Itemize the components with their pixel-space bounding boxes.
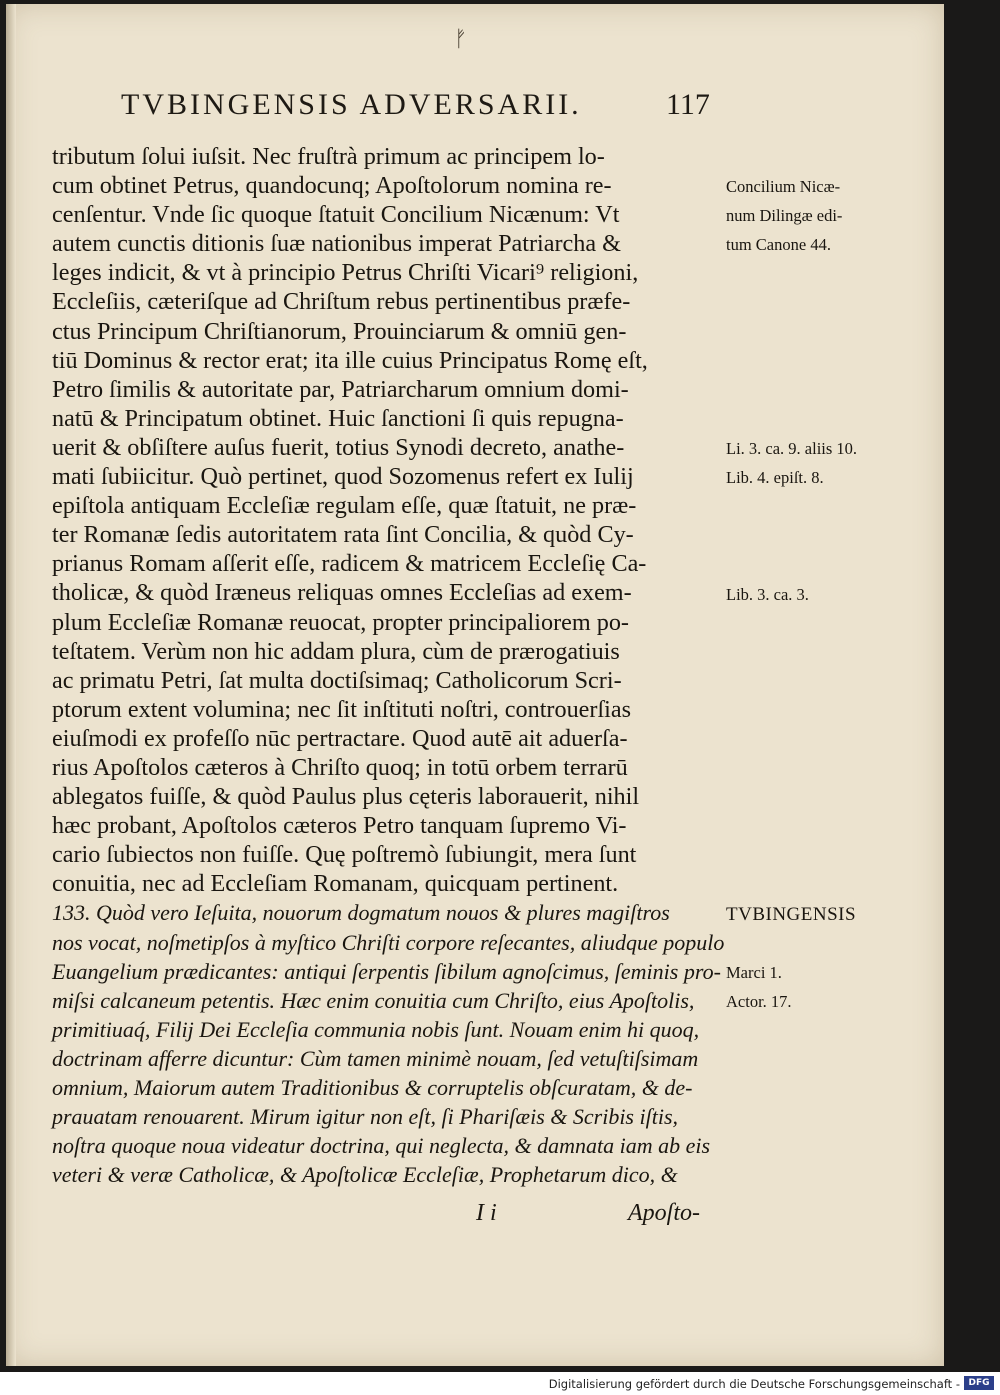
margin-note: Marci 1. xyxy=(726,962,782,982)
text-line: prauatam renouarent. Mirum igitur non eſt, ſi Phariſæis & Scribis iſtis, xyxy=(52,1104,679,1130)
margin-note: Lib. 3. ca. 3. xyxy=(726,584,809,604)
text-line: primitiuaq́, Filij Dei Eccleſia communia nobis ſunt. Nouam enim hi quoq, xyxy=(52,1016,700,1042)
text-line: natū & Principatum obtinet. Huic ſanctioni ſi quis repugna- xyxy=(52,404,624,432)
text-line: teſtatem. Verùm non hic addam plura, cùm de prærogatiuis xyxy=(52,637,620,665)
margin-note: Actor. 17. xyxy=(726,991,792,1011)
text-line: cum obtinet Petrus, quandocunq; Apoſtolorum nomina re- xyxy=(52,172,612,200)
text-line: eiuſmodi ex profeſſo nūc pertractare. Quod autē ait aduerſa- xyxy=(52,724,628,752)
footer-credit: Digitalisierung gefördert durch die Deutsche Forschungsgemeinschaft - xyxy=(548,1377,960,1391)
text-line: mati ſubiicitur. Quò pertinet, quod Sozomenus refert ex Iulij xyxy=(52,463,634,491)
text-line: omnium, Maiorum autem Traditionibus & corruptelis obſcuratam, & de- xyxy=(52,1075,693,1100)
text-line: Petro ſimilis & autoritate par, Patriarcharum omnium domi- xyxy=(52,375,629,403)
dfg-logo: DFG xyxy=(964,1376,994,1390)
text-line: Euangelium prædicantes: antiqui ſerpentis ſibilum agnoſcimus, ſeminis pro- xyxy=(52,958,721,984)
text-line: epiſtola antiquam Eccleſiæ regulam eſſe, quæ ſtatuit, ne præ- xyxy=(52,492,637,520)
running-head: TVBINGENSIS ADVERSARII. xyxy=(121,88,582,121)
text-line: prianus Romam aſſerit eſſe, radicem & matricem Eccleſię Ca- xyxy=(52,550,647,578)
signature-mark: I i xyxy=(476,1200,497,1226)
text-line: ctus Principum Chriſtianorum, Prouinciarum & omniū gen- xyxy=(52,317,627,345)
catchword: Apoſto- xyxy=(628,1200,700,1226)
text-line: cenſentur. Vnde ſic quoque ſtatuit Concilium Nicænum: Vt xyxy=(52,201,620,229)
page-number: 117 xyxy=(666,88,710,121)
margin-note: Li. 3. ca. 9. aliis 10. xyxy=(726,439,858,458)
text-line: hæc probant, Apoſtolos cæteros Petro tanquam ſupremo Vi- xyxy=(52,812,627,840)
text-line: conuitia, nec ad Eccleſiam Romanam, quicquam pertinent. xyxy=(52,870,619,898)
body-text xyxy=(52,142,725,1189)
text-line: Eccleſiis, cæteriſque ad Chriſtum rebus pertinentibus præfe- xyxy=(52,288,631,316)
text-line: veteri & veræ Catholicæ, & Apoſtolicæ Eccleſiæ, Prophetarum dico, & xyxy=(52,1162,678,1188)
text-line: ptorum extent volumina; nec ſit inſtituti noſtri, controuerſias xyxy=(52,695,632,723)
text-line: tholicæ, & quòd Iræneus reliquas omnes Eccleſias ad exem- xyxy=(52,579,632,607)
text-line: doctrinam afferre dicuntur: Cùm tamen minimè nouam, ſed vetuſtiſsimam xyxy=(52,1045,699,1071)
margin-note: Concilium Nicæ- xyxy=(726,177,841,197)
text-line: rius Apoſtolos cæteros à Chriſto quoq; in totū orbem terrarū xyxy=(52,753,628,781)
text-line: leges indicit, & vt à principio Petrus Chriſti Vicari⁹ religioni, xyxy=(52,259,639,287)
text-line: cario ſubiectos non fuiſſe. Quę poſtremò ſubiungit, mera ſunt xyxy=(52,841,637,869)
book-page xyxy=(6,4,944,1366)
text-line: uerit & obſiſtere auſus fuerit, totius Synodi decreto, anathe- xyxy=(52,433,625,461)
ink-mark: ᚠ xyxy=(454,26,468,51)
margin-note: num Dilingæ edi- xyxy=(726,206,843,226)
margin-note: TVBINGENSIS xyxy=(726,903,857,925)
text-line: miſsi calcaneum petentis. Hæc enim conuitia cum Chriſto, eius Apoſtolis, xyxy=(52,987,695,1013)
page-gutter xyxy=(6,4,16,1366)
text-line: tributum ſolui iuſsit. Nec fruſtrà primum ac principem lo- xyxy=(52,143,605,170)
text-line: autem cunctis ditionis ſuæ nationibus imperat Patriarcha & xyxy=(52,230,621,258)
text-line: ac primatu Petri, ſat multa doctiſsimaq; Catholicorum Scri- xyxy=(52,666,622,694)
text-line: ablegatos fuiſſe, & quòd Paulus plus cęteris laborauerit, nihil xyxy=(52,783,640,811)
text-line: ter Romanæ ſedis autoritatem rata ſint Concilia, & quòd Cy- xyxy=(52,521,634,549)
footer-bar xyxy=(0,1372,1000,1395)
text-line: nos vocat, noſmetipſos à myſtico Chriſti corpore reſecantes, aliudque populo xyxy=(52,929,725,955)
margin-note: Lib. 4. epiſt. 8. xyxy=(726,468,824,488)
text-line: 133. Quòd vero Ieſuita, nouorum dogmatum nouos & plures magiſtros xyxy=(52,900,670,926)
margin-note: tum Canone 44. xyxy=(726,235,831,255)
text-line: plum Eccleſiæ Romanæ reuocat, propter principaliorem po- xyxy=(52,608,629,636)
text-line: noſtra quoque noua videatur doctrina, qui neglecta, & damnata iam ab eis xyxy=(52,1133,711,1159)
text-line: tiū Dominus & rector erat; ita ille cuius Principatus Romę eſt, xyxy=(52,346,648,374)
